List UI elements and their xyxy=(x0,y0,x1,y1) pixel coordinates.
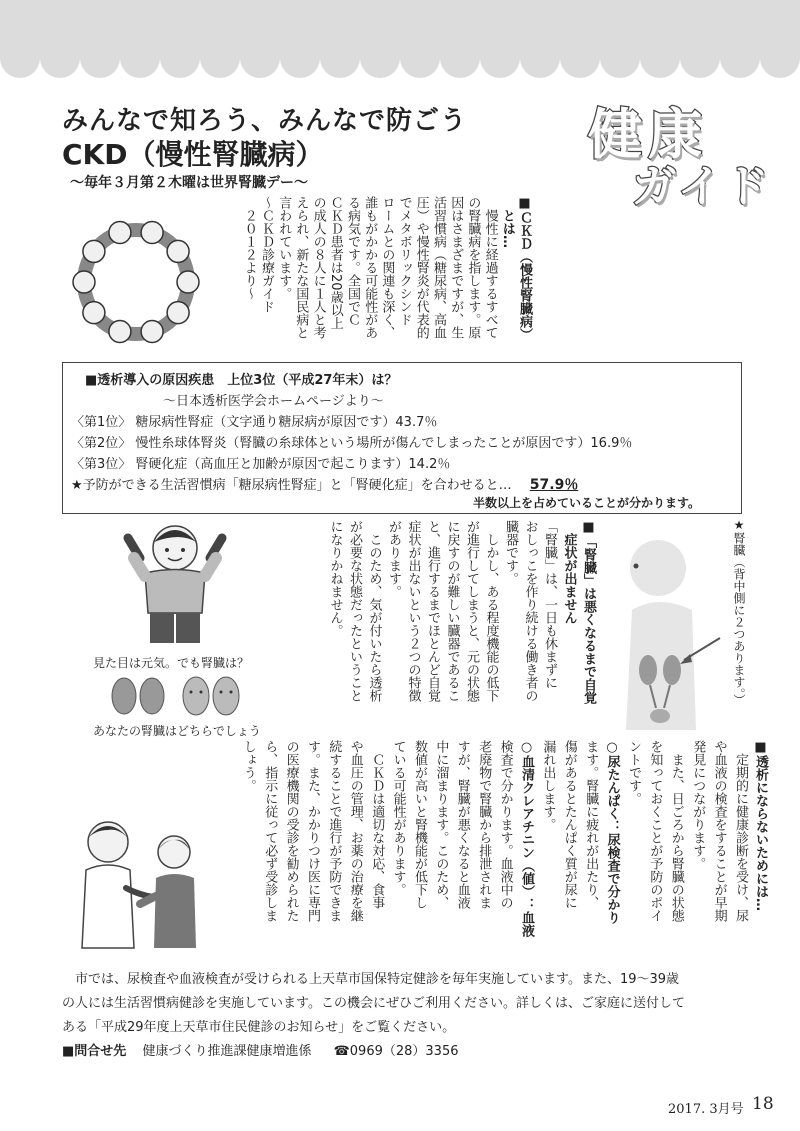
ring-person-head xyxy=(83,240,105,262)
prevention-col-20: す。また、かかりつけ医に専門 xyxy=(305,740,320,922)
prevention-col-7: ます。腎臓に疲れが出たり、 xyxy=(583,740,599,909)
ckd-col-14: 言われています。 xyxy=(276,196,292,300)
symptoms-col-6: が進行してしまうと、元の状態 xyxy=(464,520,479,702)
prevention-col-23: しょう。 xyxy=(240,740,256,792)
symptoms-col-2: 「腎臓」は、一日も休まずに xyxy=(542,520,557,689)
healthy-person-illustration xyxy=(120,518,230,653)
box-heading: ■透析導入の原因疾患 上位3位（平成27年末）は？ xyxy=(85,373,398,388)
prevention-col-9: 漏れ出します。 xyxy=(540,740,556,831)
prevention-col-5: ントです。 xyxy=(626,740,641,805)
prevention-col-13: すが、腎臓が悪くなると血液 xyxy=(454,740,470,909)
bottom-line-1: 市では、尿検査や血液検査が受けられる上天草市国保特定健診を毎年実施しています。また、19～39歳 xyxy=(62,972,680,987)
health-guide-logo xyxy=(588,92,788,212)
prevention-col-12: 老廃物で腎臓から排泄されま xyxy=(476,740,492,909)
prevention-col-8: 傷があるとたんぱく質が尿に xyxy=(561,740,577,909)
symptoms-col-12: が必要な状態だったということ xyxy=(347,520,362,702)
symptoms-col-8: と、進行するまでほとんど自覚 xyxy=(425,520,440,702)
prevention-heading: ■透析にならないためには… xyxy=(753,740,768,911)
symptoms-col-5: しかし、ある程度機能の低下 xyxy=(483,520,499,702)
symptoms-col-7: に戻すのが難しい臓器であるこ xyxy=(444,520,460,702)
doctor-patient-illustration xyxy=(70,808,210,953)
ring-person-head xyxy=(141,222,163,244)
kidneys-comparison-illustration xyxy=(100,672,250,718)
ring-person-head xyxy=(109,222,131,244)
page-subtitle: ～毎年３月第２木曜は世界腎臓デー～ xyxy=(70,175,308,191)
ring-person-head xyxy=(73,271,95,293)
ckd-col-8: ロームとの関連も深く、 xyxy=(379,196,395,339)
logo-text-kenko: 健康 xyxy=(588,102,708,166)
contact-department: 健康づくり推進課健康増進係 xyxy=(142,1044,312,1059)
ring-person-head xyxy=(141,321,163,343)
bottom-line-2: の人には生活習慣病健診を実施しています。この機会にぜひご利用ください。詳しくは、ご家庭に送付して xyxy=(62,996,685,1011)
symptoms-col-0: ■「腎臓」は悪くなるまで自覚 xyxy=(581,520,596,704)
ring-person-head xyxy=(109,321,131,343)
prevention-col-18: や血圧の管理、お薬の治療を継 xyxy=(347,740,363,922)
summary-line xyxy=(71,474,578,494)
symptoms-col-11: このため、気が付いたら透析 xyxy=(366,520,382,702)
symptoms-col-13: になりかねません。 xyxy=(327,520,343,637)
prevention-col-4: を知っておくことが予防のポイ xyxy=(647,740,663,922)
prevention-col-17: ＣＫＤは適切な対応、食事 xyxy=(369,740,385,909)
ring-person-head xyxy=(177,271,199,293)
dialysis-causes-box xyxy=(62,362,742,514)
ckd-col-1: とは… xyxy=(499,196,515,248)
prevention-col-11: 検査で分かります。血液中の xyxy=(497,740,513,909)
logo-text-guide: ガイド xyxy=(632,161,772,212)
ckd-col-11: ＣＫＤ患者は20歳以上 xyxy=(327,196,343,330)
kidney-caption: ★腎臓（背中側に２つあります。） xyxy=(732,518,746,706)
summary-text: ★予防ができる生活習慣病「糖尿病性腎症」と「腎硬化症」を合わせると… xyxy=(71,478,512,493)
ckd-col-13: えられ、新たな国民病と xyxy=(293,196,309,339)
prevention-col-21: の医療機関の受診を勧められた xyxy=(283,740,299,922)
symptoms-col-4: 臓器です。 xyxy=(503,520,518,585)
scalloped-header-border xyxy=(0,0,800,78)
which-kidney-caption: あなたの腎臓はどちらでしょう xyxy=(93,724,261,738)
prevention-col-16: ている可能性があります。 xyxy=(390,740,406,896)
body-kidney-illustration xyxy=(612,530,724,730)
page-number: 18 xyxy=(752,1094,774,1114)
ckd-col-2: 慢性に経過するすべて xyxy=(482,196,498,339)
prevention-col-19: 続することで進行が予防できま xyxy=(326,740,342,922)
contact-label: ■問合せ先 xyxy=(62,1044,127,1059)
bottom-line-3: ある「平成29年度上天草市住民健診のお知らせ」をご覧ください。 xyxy=(62,1020,456,1035)
symptoms-col-3: おしっこを作り続ける働き者の xyxy=(522,520,538,702)
prevention-col-1: や血液の検査をすることが早期 xyxy=(711,740,727,922)
box-source: ～日本透析医学会ホームページより～ xyxy=(163,394,384,409)
contact-line xyxy=(62,1040,459,1059)
ckd-col-3: の腎臓病を指します。原 xyxy=(465,196,481,339)
page-title-ckd: CKD（慢性腎臓病） xyxy=(62,138,324,171)
rank-1: 〈第1位〉 糖尿病性腎症（文字通り糖尿病が原因です）43.7％ xyxy=(71,415,438,430)
healthy-caption: 見た目は元気。でも腎臓は？ xyxy=(93,656,250,670)
ckd-col-16: ２０１２より～ xyxy=(241,196,257,300)
ckd-col-5: 活習慣病（糖尿病、高血 xyxy=(431,196,446,339)
ckd-col-4: 因はさまざまですが、生 xyxy=(448,196,464,339)
contact-phone: ☎0969（28）3356 xyxy=(333,1044,459,1059)
symptoms-col-1: 症状が出ません xyxy=(561,520,577,624)
ring-person-head xyxy=(167,302,189,324)
ckd-col-15: ～ＣＫＤ診療ガイド xyxy=(259,196,274,313)
prevention-col-22: ら、指示に従って必ず受診しま xyxy=(262,740,278,922)
prevention-col-3: また、日ごろから腎臓の状態 xyxy=(668,740,684,922)
ring-person-head xyxy=(167,240,189,262)
ring-person-head xyxy=(83,302,105,324)
summary-note: 半数以上を占めていることが分かります。 xyxy=(473,496,701,510)
ckd-col-6: 圧）や慢性腎炎が代表的 xyxy=(413,196,429,339)
ckd-col-10: る病気です。全国でＣ xyxy=(345,196,360,326)
total-percent: 57.9％ xyxy=(529,477,579,493)
rank-2: 〈第2位〉 慢性糸球体腎炎（腎臓の糸球体という場所が傷んでしまったことが原因です）16.9％ xyxy=(71,436,633,451)
ckd-col-7: でメタボリックシンド xyxy=(396,196,412,326)
symptoms-col-10: があります。 xyxy=(386,520,401,598)
ckd-col-0: ■ＣＫＤ（慢性腎臓病） xyxy=(517,196,532,341)
ckd-col-12: の成人の８人に１人と考 xyxy=(310,196,326,339)
people-circle-illustration xyxy=(62,208,210,356)
prevention-col-2: 発見につながります。 xyxy=(690,740,706,870)
symptoms-col-9: 症状が出ないという２つの特徴 xyxy=(405,520,421,702)
rank-3: 〈第3位〉 腎硬化症（高血圧と加齢が原因で起こります）14.2％ xyxy=(71,457,451,472)
prevention-col-15: 数値が高いと腎機能が低下し xyxy=(412,740,427,909)
issue-label: 2017. 3月号 xyxy=(668,1102,744,1117)
prevention-col-0: 定期的に健康診断を受け、尿 xyxy=(733,740,748,922)
prevention-col-10: ○血清クレアチニン（値）：血液 xyxy=(519,740,534,937)
prevention-col-14: 中に溜まります。このため、 xyxy=(433,740,449,909)
prevention-col-6: ○尿たんぱく：尿検査で分かり xyxy=(604,740,620,924)
page-title: みんなで知ろう、みんなで防ごう xyxy=(62,106,468,136)
ckd-col-9: 誰もがかかる可能性があ xyxy=(362,196,378,339)
